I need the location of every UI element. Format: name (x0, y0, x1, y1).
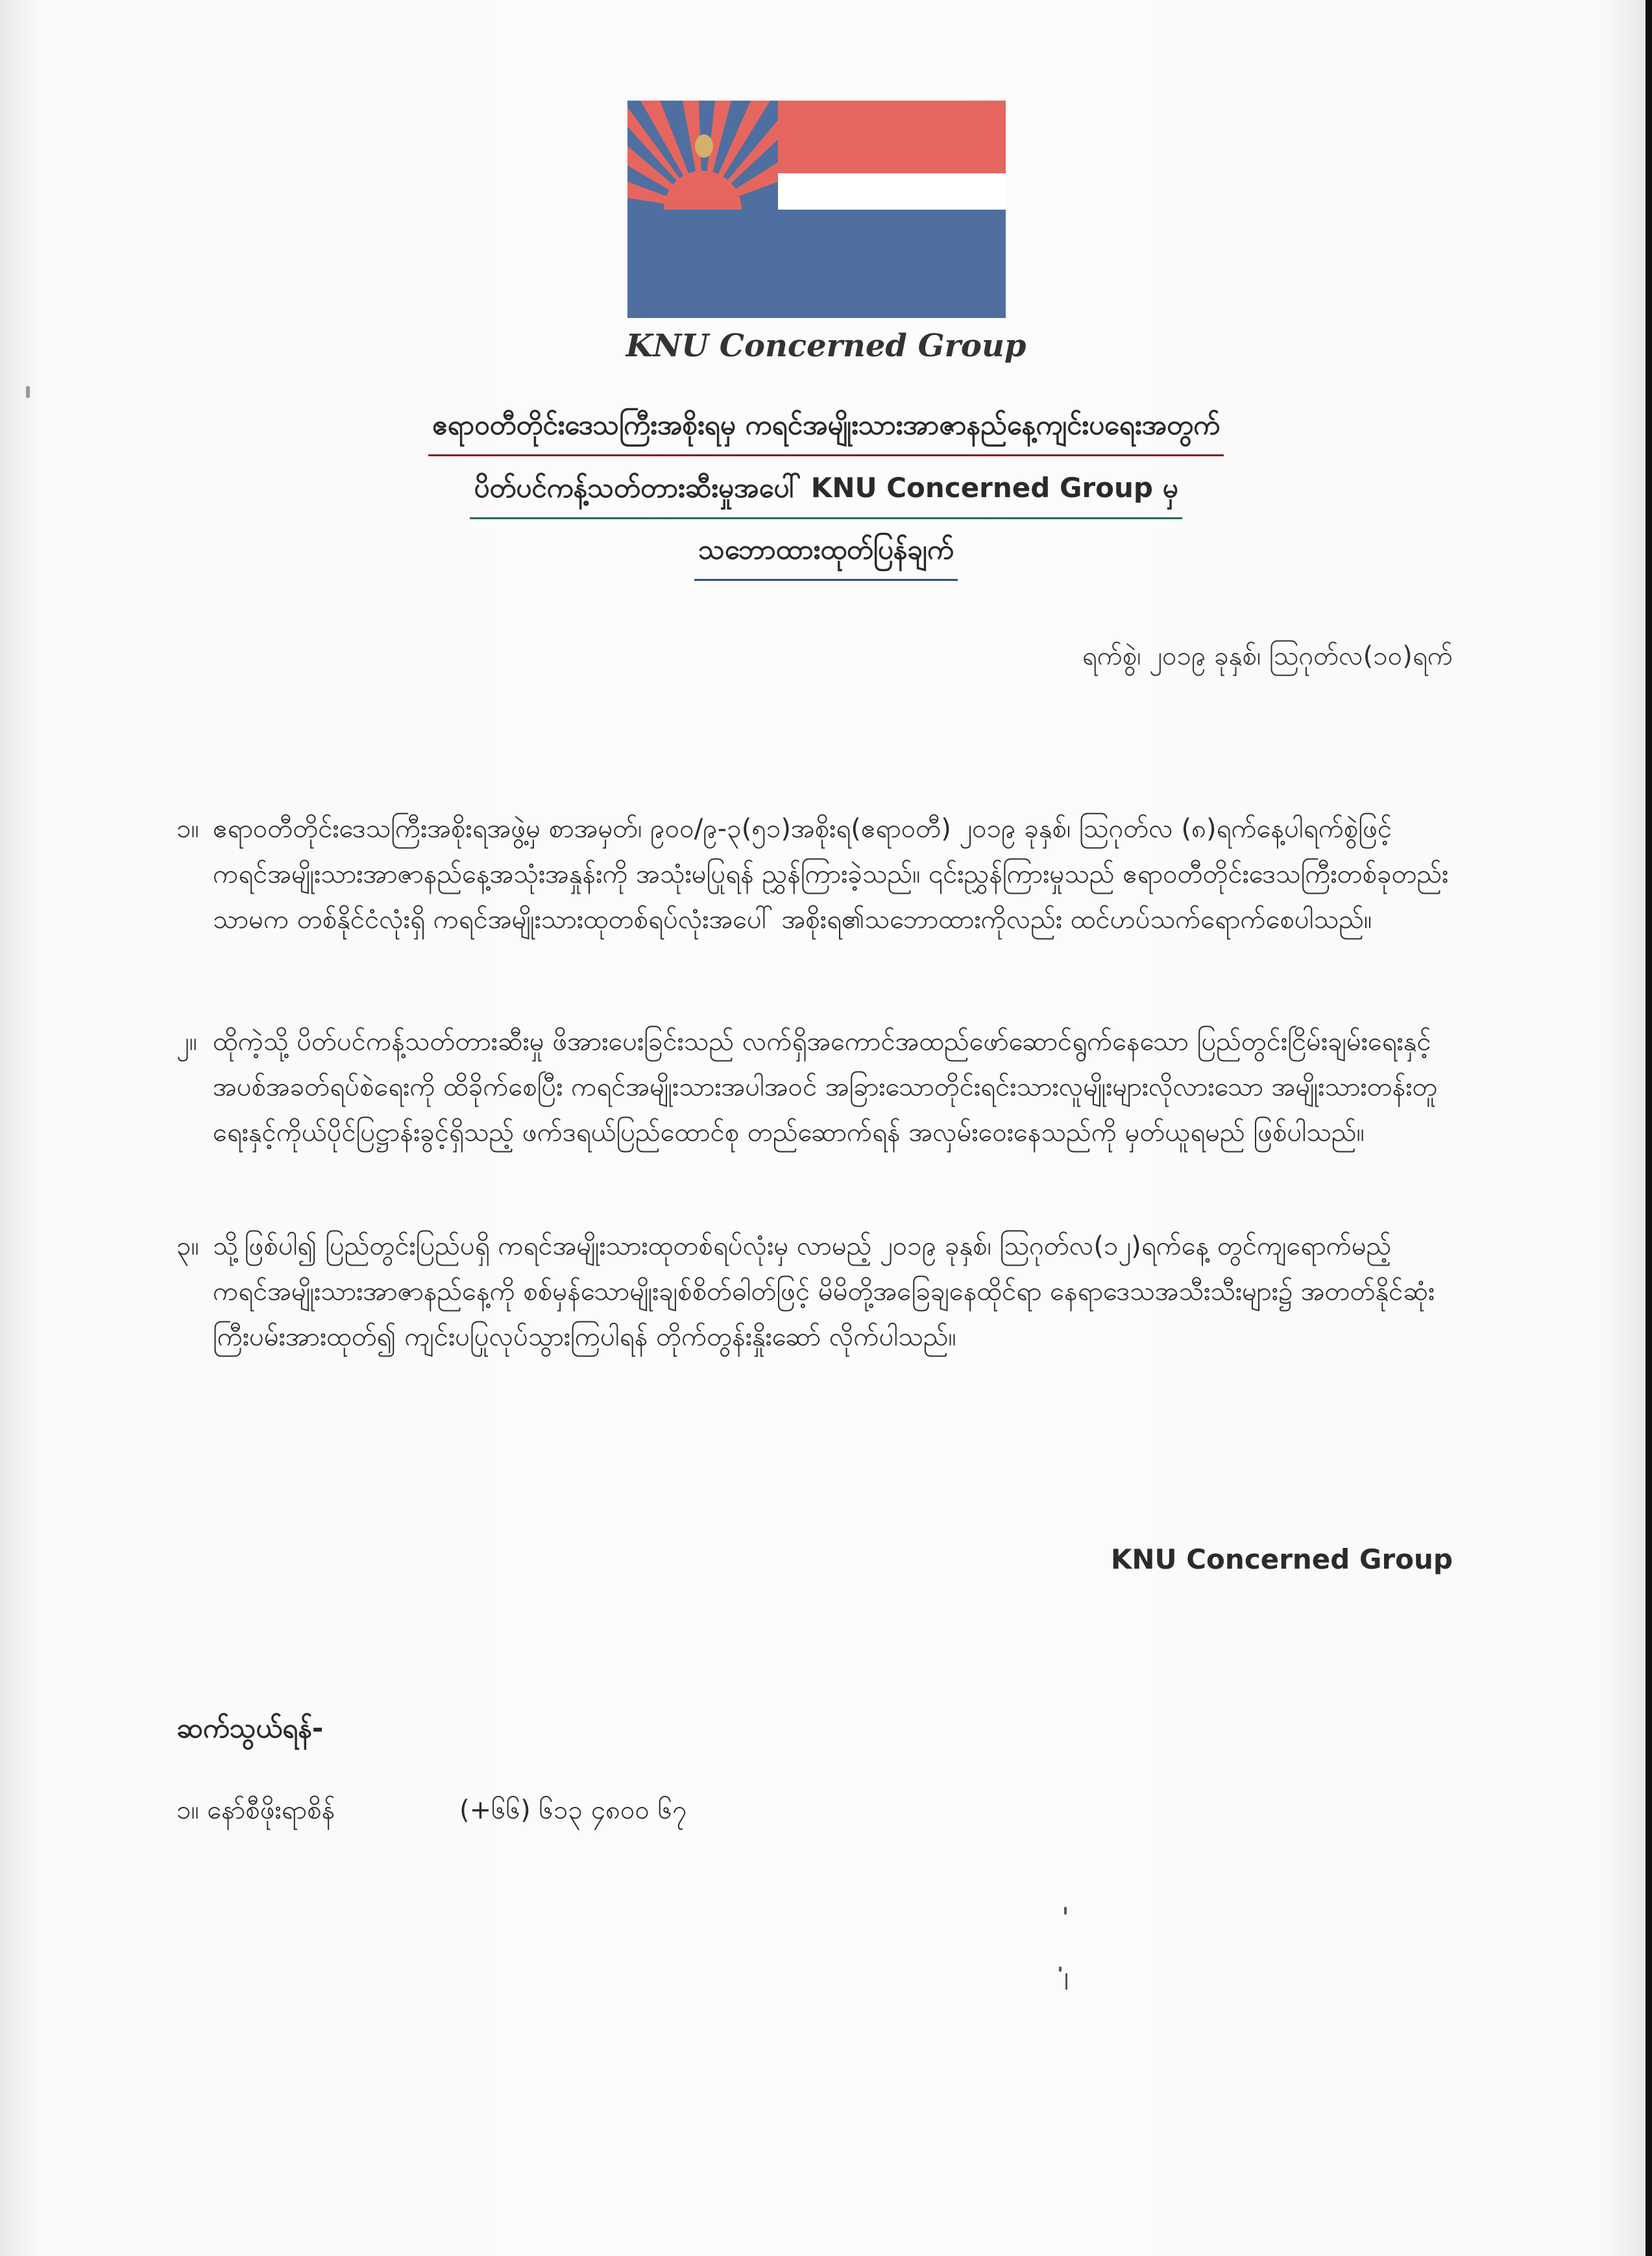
paragraph-number: ၁။ (176, 814, 199, 844)
paragraph (176, 1019, 1452, 1155)
title-line-1: ဧရာဝတီတိုင်းဒေသကြီးအစိုးရမှ ကရင်အမျိုးသားအာဇာနည်နေ့ကျင်းပရေးအတွက် (0, 408, 1652, 456)
paragraph-text: ဧရာဝတီတိုင်းဒေသကြီးအစိုးရအဖွဲ့မှ စာအမှတ်၊ ၉၀၀/၉-၃(၅၁)အစိုးရ(ဧရာဝတီ) ၂၀၁၉ ခုနှစ်၊ ဩဂုတ်လ (၈)ရက်နေ့ပါရက်စွဲဖြင့် ကရင်အမျိုးသားအာဇာနည်နေ့အသုံးအနှုန်းကို အသုံးမပြုရန် ညွှန်ကြားခဲ့သည်။ ၎င်းညွှန်ကြားမှုသည် ဧရာဝတီတိုင်းဒေသကြီးတစ်ခုတည်းသာမက တစ်နိုင်ငံလုံးရှိ ကရင်အမျိုးသားထုတစ်ရပ်လုံးအပေါ် အစိုးရ၏သဘောထားကိုလည်း ထင်ဟပ်သက်ရောက်စေပါသည်။ (213, 814, 1449, 935)
ink-speck (1059, 1967, 1062, 1972)
paragraph-number: ၂။ (176, 1027, 197, 1057)
knu-flag-icon (627, 101, 1006, 318)
paragraph-text: သို့ဖြစ်ပါ၍ ပြည်တွင်းပြည်ပရှိ ကရင်အမျိုးသားထုတစ်ရပ်လုံးမှ လာမည့် ၂၀၁၉ ခုနှစ်၊ ဩဂုတ်လ(၁၂)ရက်နေ့ တွင်ကျရောက်မည့် ကရင်အမျိုးသားအာဇာနည်နေ့ကို စစ်မှန်သောမျိုးချစ်စိတ်ဓါတ်ဖြင့် မိမိတို့အခြေချနေထိုင်ရာ နေရာဒေသအသီးသီးများ၌ အတတ်နိုင်ဆုံးကြီးပမ်းအားထုတ်၍ ကျင်းပပြုလုပ်သွားကြပါရန် တိုက်တွန်းနှိုးဆော် လိုက်ပါသည်။ (213, 1231, 1435, 1352)
signature: KNU Concerned Group (1110, 1543, 1453, 1575)
paragraph (176, 806, 1452, 942)
ink-speck (26, 386, 30, 398)
title-line-2: ပိတ်ပင်ကန့်သတ်တားဆီးမှုအပေါ် KNU Concerned Group မှ (0, 471, 1652, 519)
contact-item (176, 1793, 687, 1832)
contact-phone: (+၆၆) ၆၁၃ ၄၈၀၀ ၆၇ (459, 1795, 687, 1825)
title-line-3: သဘောထားထုတ်ပြန်ချက် (0, 532, 1652, 581)
paragraph-text: ထိုကဲ့သို့ ပိတ်ပင်ကန့်သတ်တားဆီးမှု ဖိအားပေးခြင်းသည် လက်ရှိအကောင်အထည်ဖော်ဆောင်ရွက်နေသော ပြည်တွင်းငြိမ်းချမ်းရေးနှင့်အပစ်အခတ်ရပ်စဲရေးကို ထိခိုက်စေပြီး ကရင်အမျိုးသားအပါအဝင် အခြားသောတိုင်းရင်းသားလူမျိုးများလိုလားသော အမျိုးသားတန်းတူရေးနှင့်ကိုယ်ပိုင်ပြဋ္ဌာန်းခွင့်ရှိသည့် ဖက်ဒရယ်ပြည်ထောင်စု တည်ဆောက်ရန် အလှမ်းဝေးနေသည်ကို မှတ်ယူရမည် ဖြစ်ပါသည်။ (213, 1027, 1438, 1147)
ink-speck (1065, 1973, 1067, 1990)
contact-number: ၁။ (176, 1795, 199, 1825)
ink-speck (1064, 1907, 1067, 1915)
paragraph-number: ၃။ (176, 1231, 199, 1261)
contact-heading: ဆက်သွယ်ရန်- (176, 1712, 324, 1744)
scan-edge (1646, 0, 1652, 2256)
paragraph (176, 1223, 1452, 1360)
org-name: KNU Concerned Group (626, 328, 1026, 364)
contact-name: နော်စီဖိုးရာစိန် (207, 1795, 335, 1825)
document-date: ရက်စွဲ၊ ၂၀၁၉ ခုနှစ်၊ ဩဂုတ်လ(၁၀)ရက် (1082, 641, 1453, 671)
